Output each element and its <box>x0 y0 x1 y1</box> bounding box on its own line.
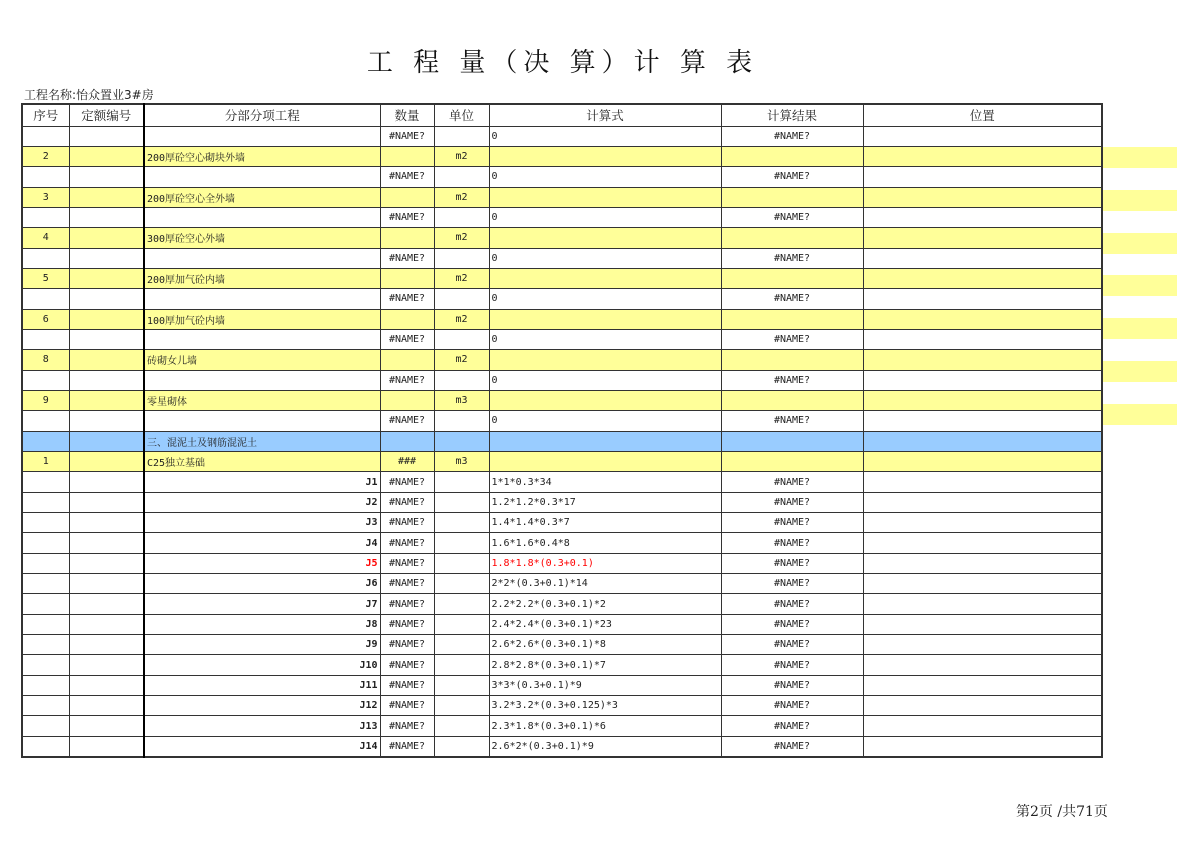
cell-seq[interactable] <box>22 594 69 614</box>
cell-quota[interactable] <box>69 289 144 309</box>
table-row <box>22 492 1102 512</box>
cell-qty[interactable]: #NAME? <box>380 513 434 533</box>
cell-quota[interactable] <box>69 675 144 695</box>
cell-unit[interactable] <box>434 655 489 675</box>
cell-qty[interactable]: #NAME? <box>380 492 434 512</box>
cell-position[interactable] <box>863 390 1102 410</box>
cell-unit[interactable] <box>434 614 489 634</box>
cell-item[interactable]: 三、混泥土及钢筋混泥土 <box>144 431 380 451</box>
cell-seq[interactable] <box>22 655 69 675</box>
cell-position[interactable] <box>863 492 1102 512</box>
cell-unit[interactable]: m2 <box>434 228 489 248</box>
table-row <box>22 696 1102 716</box>
cell-seq[interactable] <box>22 675 69 695</box>
cell-result[interactable]: #NAME? <box>721 655 863 675</box>
cell-unit[interactable] <box>434 492 489 512</box>
table-row <box>22 431 1102 451</box>
cell-position[interactable] <box>863 533 1102 553</box>
cell-formula[interactable]: 2.8*2.8*(0.3+0.1)*7 <box>489 655 721 675</box>
cell-unit[interactable] <box>434 736 489 756</box>
cell-position[interactable] <box>863 248 1102 268</box>
cell-qty[interactable]: #NAME? <box>380 289 434 309</box>
cell-seq[interactable]: 9 <box>22 390 69 410</box>
project-name-label: 工程名称:怡众置业3#房 <box>24 88 154 102</box>
cell-quota[interactable] <box>69 594 144 614</box>
cell-formula[interactable]: 2*2*(0.3+0.1)*14 <box>489 574 721 594</box>
cell-unit[interactable] <box>434 248 489 268</box>
cell-seq[interactable] <box>22 207 69 227</box>
cell-seq[interactable]: 6 <box>22 309 69 329</box>
cell-seq[interactable]: 1 <box>22 452 69 472</box>
cell-position[interactable] <box>863 228 1102 248</box>
cell-qty[interactable]: #NAME? <box>380 574 434 594</box>
cell-quota[interactable] <box>69 350 144 370</box>
cell-qty[interactable] <box>380 146 434 166</box>
cell-formula[interactable] <box>489 146 721 166</box>
yellow-highlight-band <box>1101 233 1177 254</box>
cell-result[interactable]: #NAME? <box>721 696 863 716</box>
cell-position[interactable] <box>863 350 1102 370</box>
cell-formula[interactable]: 0 <box>489 289 721 309</box>
cell-unit[interactable]: m3 <box>434 390 489 410</box>
cell-seq[interactable]: 5 <box>22 268 69 288</box>
cell-seq[interactable]: 2 <box>22 146 69 166</box>
cell-formula[interactable]: 1.6*1.6*0.4*8 <box>489 533 721 553</box>
cell-result[interactable]: #NAME? <box>721 574 863 594</box>
cell-quota[interactable] <box>69 431 144 451</box>
cell-qty[interactable]: #NAME? <box>380 655 434 675</box>
cell-item[interactable]: J12 <box>144 696 380 716</box>
cell-qty[interactable]: #NAME? <box>380 329 434 349</box>
cell-formula[interactable]: 2.6*2.6*(0.3+0.1)*8 <box>489 635 721 655</box>
cell-qty[interactable]: #NAME? <box>380 696 434 716</box>
cell-quota[interactable] <box>69 146 144 166</box>
cell-item[interactable]: J6 <box>144 574 380 594</box>
cell-seq[interactable] <box>22 574 69 594</box>
cell-qty[interactable]: #NAME? <box>380 167 434 187</box>
cell-item[interactable] <box>144 248 380 268</box>
cell-result[interactable]: #NAME? <box>721 614 863 634</box>
cell-position[interactable] <box>863 207 1102 227</box>
cell-seq[interactable] <box>22 553 69 573</box>
cell-position[interactable] <box>863 431 1102 451</box>
cell-unit[interactable]: m3 <box>434 452 489 472</box>
cell-quota[interactable] <box>69 390 144 410</box>
yellow-highlight-band <box>1101 147 1177 168</box>
cell-quota[interactable] <box>69 167 144 187</box>
cell-formula[interactable] <box>489 350 721 370</box>
cell-item[interactable] <box>144 207 380 227</box>
cell-position[interactable] <box>863 635 1102 655</box>
cell-result[interactable] <box>721 268 863 288</box>
yellow-highlight-band <box>1101 318 1177 339</box>
table-row <box>22 329 1102 349</box>
cell-quota[interactable] <box>69 370 144 390</box>
cell-position[interactable] <box>863 289 1102 309</box>
table-row <box>22 309 1102 329</box>
page-title: 工 程 量（决 算）计 算 表 <box>366 48 759 78</box>
cell-unit[interactable]: m2 <box>434 187 489 207</box>
cell-seq[interactable] <box>22 289 69 309</box>
table-row <box>22 146 1102 166</box>
cell-position[interactable] <box>863 268 1102 288</box>
cell-qty[interactable] <box>380 390 434 410</box>
table-row <box>22 126 1102 146</box>
cell-unit[interactable] <box>434 696 489 716</box>
cell-result[interactable]: #NAME? <box>721 716 863 736</box>
cell-qty[interactable]: #NAME? <box>380 716 434 736</box>
cell-qty[interactable]: #NAME? <box>380 411 434 431</box>
cell-formula[interactable]: 0 <box>489 126 721 146</box>
cell-formula[interactable]: 2.6*2*(0.3+0.1)*9 <box>489 736 721 756</box>
cell-unit[interactable] <box>434 167 489 187</box>
cell-qty[interactable]: #NAME? <box>380 533 434 553</box>
cell-position[interactable] <box>863 309 1102 329</box>
cell-formula[interactable]: 3.2*3.2*(0.3+0.125)*3 <box>489 696 721 716</box>
cell-formula[interactable] <box>489 228 721 248</box>
cell-seq[interactable] <box>22 492 69 512</box>
cell-quota[interactable] <box>69 635 144 655</box>
cell-quota[interactable] <box>69 655 144 675</box>
cell-result[interactable]: #NAME? <box>721 167 863 187</box>
cell-formula[interactable] <box>489 187 721 207</box>
cell-position[interactable] <box>863 716 1102 736</box>
yellow-highlight-band <box>1101 361 1177 382</box>
cell-qty[interactable]: #NAME? <box>380 248 434 268</box>
cell-unit[interactable] <box>434 675 489 695</box>
cell-quota[interactable] <box>69 513 144 533</box>
cell-formula[interactable]: 0 <box>489 167 721 187</box>
cell-unit[interactable] <box>434 329 489 349</box>
col-header-unit[interactable]: 单位 <box>434 104 489 126</box>
cell-formula[interactable]: 1.4*1.4*0.3*7 <box>489 513 721 533</box>
cell-position[interactable] <box>863 187 1102 207</box>
cell-seq[interactable] <box>22 472 69 492</box>
cell-formula[interactable]: 2.2*2.2*(0.3+0.1)*2 <box>489 594 721 614</box>
table-row <box>22 614 1102 634</box>
cell-unit[interactable]: m2 <box>434 268 489 288</box>
cell-unit[interactable] <box>434 594 489 614</box>
cell-position[interactable] <box>863 472 1102 492</box>
cell-qty[interactable]: #NAME? <box>380 370 434 390</box>
cell-result[interactable]: #NAME? <box>721 533 863 553</box>
cell-item[interactable]: J3 <box>144 513 380 533</box>
cell-unit[interactable] <box>434 716 489 736</box>
col-header-item[interactable]: 分部分项工程 <box>144 104 380 126</box>
cell-unit[interactable] <box>434 553 489 573</box>
table-row <box>22 655 1102 675</box>
cell-unit[interactable] <box>434 207 489 227</box>
cell-item[interactable] <box>144 289 380 309</box>
cell-quota[interactable] <box>69 268 144 288</box>
cell-item[interactable]: 200厚加气砼内墙 <box>144 268 380 288</box>
cell-seq[interactable] <box>22 411 69 431</box>
cell-formula[interactable] <box>489 390 721 410</box>
cell-seq[interactable] <box>22 736 69 756</box>
table-row <box>22 350 1102 370</box>
yellow-highlight-band <box>1101 190 1177 211</box>
cell-result[interactable]: #NAME? <box>721 472 863 492</box>
cell-result[interactable]: #NAME? <box>721 207 863 227</box>
cell-unit[interactable]: m2 <box>434 146 489 166</box>
header-row <box>22 104 1102 126</box>
table-row <box>22 675 1102 695</box>
cell-position[interactable] <box>863 655 1102 675</box>
cell-seq[interactable] <box>22 126 69 146</box>
cell-position[interactable] <box>863 594 1102 614</box>
cell-position[interactable] <box>863 126 1102 146</box>
cell-seq[interactable] <box>22 716 69 736</box>
cell-position[interactable] <box>863 675 1102 695</box>
cell-result[interactable]: #NAME? <box>721 492 863 512</box>
table-row <box>22 167 1102 187</box>
cell-quota[interactable] <box>69 309 144 329</box>
cell-result[interactable]: #NAME? <box>721 594 863 614</box>
cell-qty[interactable] <box>380 187 434 207</box>
cell-seq[interactable]: 4 <box>22 228 69 248</box>
cell-qty[interactable]: #NAME? <box>380 594 434 614</box>
cell-qty[interactable] <box>380 228 434 248</box>
cell-seq[interactable] <box>22 614 69 634</box>
cell-unit[interactable] <box>434 513 489 533</box>
cell-item[interactable]: J4 <box>144 533 380 553</box>
cell-unit[interactable] <box>434 635 489 655</box>
cell-seq[interactable] <box>22 248 69 268</box>
cell-formula[interactable]: 0 <box>489 370 721 390</box>
col-header-position[interactable]: 位置 <box>863 104 1102 126</box>
cell-qty[interactable]: #NAME? <box>380 207 434 227</box>
cell-qty[interactable]: #NAME? <box>380 736 434 756</box>
cell-qty[interactable] <box>380 431 434 451</box>
cell-result[interactable]: #NAME? <box>721 635 863 655</box>
cell-position[interactable] <box>863 513 1102 533</box>
cell-seq[interactable] <box>22 513 69 533</box>
cell-formula[interactable] <box>489 431 721 451</box>
cell-seq[interactable] <box>22 370 69 390</box>
cell-unit[interactable] <box>434 574 489 594</box>
cell-formula[interactable]: 1.8*1.8*(0.3+0.1) <box>489 553 721 573</box>
cell-position[interactable] <box>863 736 1102 756</box>
cell-seq[interactable] <box>22 696 69 716</box>
table-row <box>22 289 1102 309</box>
cell-result[interactable]: #NAME? <box>721 553 863 573</box>
table-row <box>22 716 1102 736</box>
cell-item[interactable]: J5 <box>144 553 380 573</box>
cell-seq[interactable]: 8 <box>22 350 69 370</box>
cell-item[interactable] <box>144 370 380 390</box>
cell-result[interactable] <box>721 452 863 472</box>
table-row <box>22 553 1102 573</box>
cell-quota[interactable] <box>69 187 144 207</box>
cell-formula[interactable]: 2.3*1.8*(0.3+0.1)*6 <box>489 716 721 736</box>
cell-quota[interactable] <box>69 492 144 512</box>
yellow-highlight-band <box>1101 275 1177 296</box>
cell-qty[interactable] <box>380 350 434 370</box>
cell-result[interactable]: #NAME? <box>721 736 863 756</box>
cell-item[interactable]: J11 <box>144 675 380 695</box>
cell-result[interactable] <box>721 187 863 207</box>
cell-item[interactable]: C25独立基础 <box>144 452 380 472</box>
cell-quota[interactable] <box>69 696 144 716</box>
cell-quota[interactable] <box>69 716 144 736</box>
cell-item[interactable]: J2 <box>144 492 380 512</box>
cell-quota[interactable] <box>69 472 144 492</box>
cell-item[interactable]: 砖砌女儿墙 <box>144 350 380 370</box>
cell-formula[interactable]: 0 <box>489 248 721 268</box>
cell-position[interactable] <box>863 452 1102 472</box>
cell-result[interactable]: #NAME? <box>721 126 863 146</box>
cell-formula[interactable] <box>489 268 721 288</box>
cell-item[interactable] <box>144 329 380 349</box>
cell-item[interactable]: J9 <box>144 635 380 655</box>
cell-item[interactable]: 200厚砼空心全外墙 <box>144 187 380 207</box>
table-row <box>22 248 1102 268</box>
yellow-highlight-band <box>1101 404 1177 425</box>
col-header-quota[interactable]: 定额编号 <box>69 104 144 126</box>
cell-item[interactable] <box>144 167 380 187</box>
cell-position[interactable] <box>863 553 1102 573</box>
cell-qty[interactable]: #NAME? <box>380 614 434 634</box>
col-header-formula[interactable]: 计算式 <box>489 104 721 126</box>
cell-position[interactable] <box>863 614 1102 634</box>
table-row <box>22 513 1102 533</box>
cell-formula[interactable] <box>489 452 721 472</box>
cell-position[interactable] <box>863 167 1102 187</box>
cell-formula[interactable]: 1.2*1.2*0.3*17 <box>489 492 721 512</box>
cell-item[interactable] <box>144 411 380 431</box>
cell-result[interactable]: #NAME? <box>721 411 863 431</box>
cell-qty[interactable]: #NAME? <box>380 635 434 655</box>
col-header-qty[interactable]: 数量 <box>380 104 434 126</box>
cell-position[interactable] <box>863 696 1102 716</box>
cell-quota[interactable] <box>69 533 144 553</box>
cell-result[interactable] <box>721 309 863 329</box>
table-row <box>22 594 1102 614</box>
cell-result[interactable] <box>721 390 863 410</box>
table-row <box>22 574 1102 594</box>
cell-formula[interactable]: 1*1*0.3*34 <box>489 472 721 492</box>
cell-item[interactable]: 100厚加气砼内墙 <box>144 309 380 329</box>
cell-result[interactable]: #NAME? <box>721 513 863 533</box>
cell-result[interactable]: #NAME? <box>721 289 863 309</box>
cell-seq[interactable]: 3 <box>22 187 69 207</box>
table-row <box>22 411 1102 431</box>
cell-qty[interactable]: #NAME? <box>380 553 434 573</box>
cell-item[interactable]: J10 <box>144 655 380 675</box>
cell-unit[interactable] <box>434 370 489 390</box>
table-row <box>22 370 1102 390</box>
cell-qty[interactable]: #NAME? <box>380 472 434 492</box>
cell-item[interactable]: J7 <box>144 594 380 614</box>
cell-formula[interactable] <box>489 309 721 329</box>
cell-result[interactable] <box>721 350 863 370</box>
cell-position[interactable] <box>863 411 1102 431</box>
cell-item[interactable]: 300厚砼空心外墙 <box>144 228 380 248</box>
cell-quota[interactable] <box>69 574 144 594</box>
table-row <box>22 533 1102 553</box>
cell-result[interactable]: #NAME? <box>721 370 863 390</box>
table-row <box>22 228 1102 248</box>
table-row <box>22 472 1102 492</box>
cell-unit[interactable] <box>434 411 489 431</box>
cell-unit[interactable]: m2 <box>434 350 489 370</box>
cell-result[interactable] <box>721 228 863 248</box>
cell-unit[interactable] <box>434 533 489 553</box>
cell-position[interactable] <box>863 146 1102 166</box>
col-header-seq[interactable]: 序号 <box>22 104 69 126</box>
cell-formula[interactable]: 0 <box>489 329 721 349</box>
cell-item[interactable]: 200厚砼空心砌块外墙 <box>144 146 380 166</box>
cell-qty[interactable] <box>380 309 434 329</box>
cell-formula[interactable]: 2.4*2.4*(0.3+0.1)*23 <box>489 614 721 634</box>
cell-qty[interactable]: #NAME? <box>380 675 434 695</box>
cell-unit[interactable] <box>434 289 489 309</box>
cell-quota[interactable] <box>69 228 144 248</box>
cell-item[interactable]: J13 <box>144 716 380 736</box>
cell-item[interactable]: 零星砌体 <box>144 390 380 410</box>
cell-seq[interactable] <box>22 431 69 451</box>
cell-result[interactable]: #NAME? <box>721 675 863 695</box>
cell-result[interactable]: #NAME? <box>721 329 863 349</box>
cell-position[interactable] <box>863 370 1102 390</box>
cell-unit[interactable] <box>434 431 489 451</box>
cell-item[interactable]: J8 <box>144 614 380 634</box>
cell-qty[interactable] <box>380 268 434 288</box>
table-row <box>22 736 1102 756</box>
cell-seq[interactable] <box>22 329 69 349</box>
table-row <box>22 452 1102 472</box>
cell-quota[interactable] <box>69 411 144 431</box>
cell-seq[interactable] <box>22 533 69 553</box>
cell-qty[interactable]: #NAME? <box>380 126 434 146</box>
cell-quota[interactable] <box>69 553 144 573</box>
table-row <box>22 268 1102 288</box>
table-row <box>22 635 1102 655</box>
cell-result[interactable] <box>721 431 863 451</box>
cell-quota[interactable] <box>69 452 144 472</box>
cell-quota[interactable] <box>69 126 144 146</box>
cell-quota[interactable] <box>69 207 144 227</box>
cell-seq[interactable] <box>22 167 69 187</box>
col-header-result[interactable]: 计算结果 <box>721 104 863 126</box>
cell-unit[interactable] <box>434 126 489 146</box>
table-row <box>22 390 1102 410</box>
table-row <box>22 187 1102 207</box>
cell-qty[interactable]: ### <box>380 452 434 472</box>
cell-quota[interactable] <box>69 329 144 349</box>
cell-result[interactable]: #NAME? <box>721 248 863 268</box>
page-number: 第2页 /共71页 <box>1016 804 1108 820</box>
cell-position[interactable] <box>863 574 1102 594</box>
cell-result[interactable] <box>721 146 863 166</box>
cell-item[interactable] <box>144 126 380 146</box>
cell-position[interactable] <box>863 329 1102 349</box>
cell-unit[interactable] <box>434 472 489 492</box>
quantity-calculation-table <box>21 103 1103 758</box>
cell-formula[interactable]: 0 <box>489 207 721 227</box>
cell-formula[interactable]: 0 <box>489 411 721 431</box>
cell-quota[interactable] <box>69 736 144 756</box>
cell-unit[interactable]: m2 <box>434 309 489 329</box>
cell-formula[interactable]: 3*3*(0.3+0.1)*9 <box>489 675 721 695</box>
cell-quota[interactable] <box>69 614 144 634</box>
cell-item[interactable]: J1 <box>144 472 380 492</box>
cell-quota[interactable] <box>69 248 144 268</box>
table-row <box>22 207 1102 227</box>
cell-item[interactable]: J14 <box>144 736 380 756</box>
cell-seq[interactable] <box>22 635 69 655</box>
